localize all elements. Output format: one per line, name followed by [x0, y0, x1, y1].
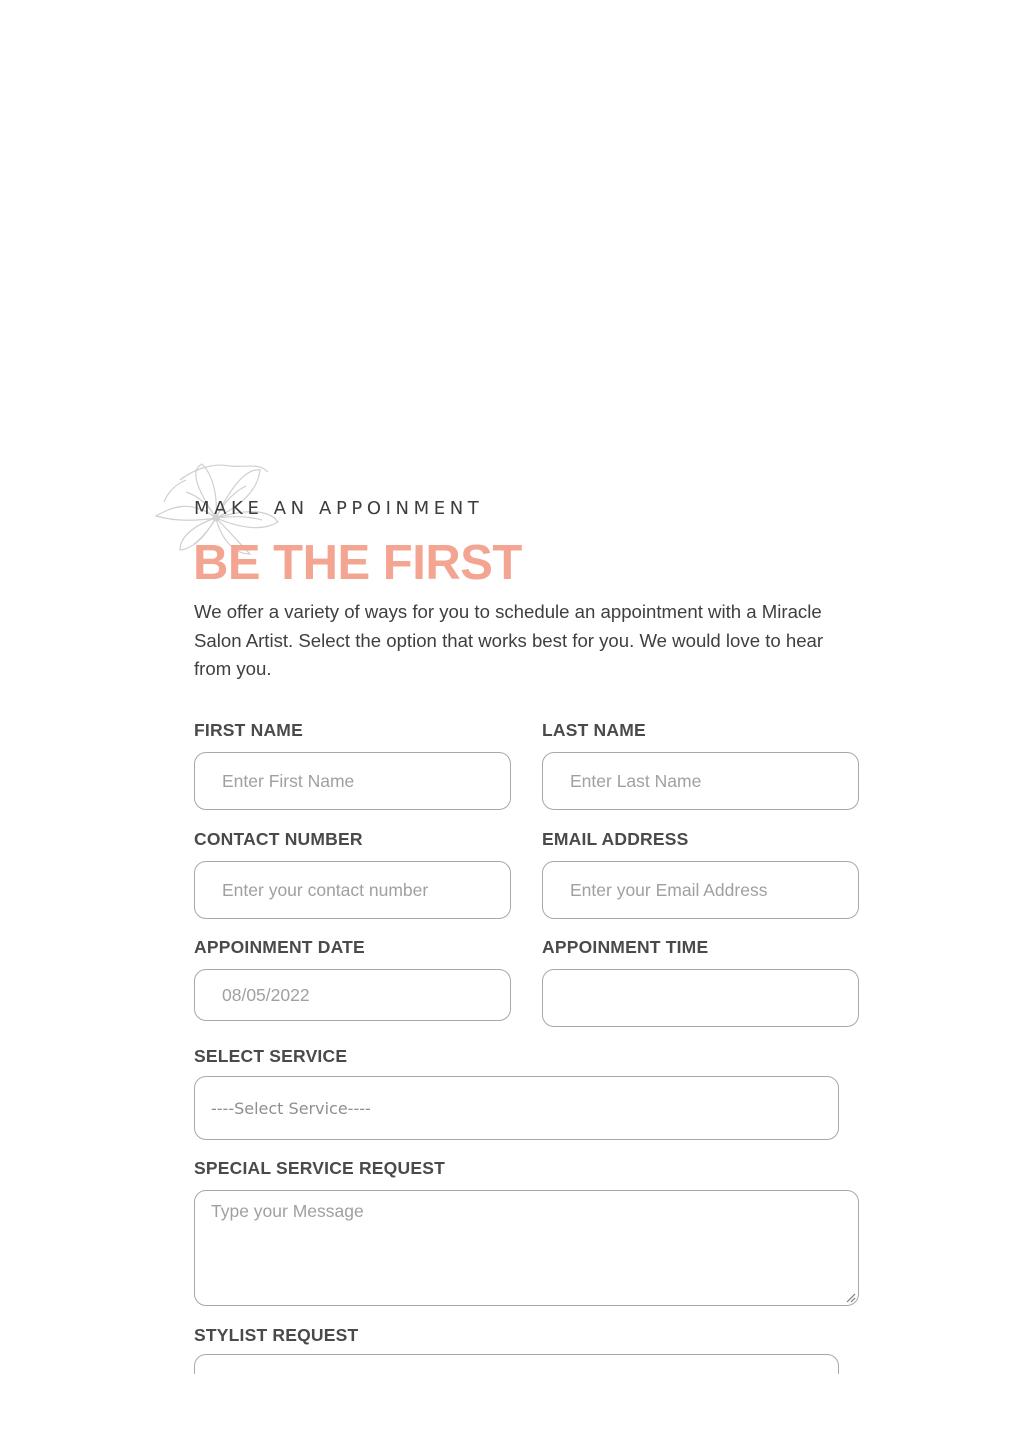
stylist-request-label: STYLIST REQUEST	[194, 1325, 359, 1345]
email-address-input[interactable]	[542, 861, 859, 919]
viewport-bottom-mask	[0, 1374, 1024, 1449]
last-name-input[interactable]	[542, 752, 859, 810]
email-address-placeholder: Enter your Email Address	[570, 879, 768, 900]
appointment-time-label: APPOINMENT TIME	[542, 937, 709, 957]
service-select-value: ----Select Service----	[211, 1098, 371, 1118]
last-name-label: LAST NAME	[542, 720, 646, 740]
contact-number-placeholder: Enter your contact number	[222, 879, 429, 900]
contact-number-label: CONTACT NUMBER	[194, 829, 363, 849]
resize-grip-icon[interactable]	[846, 1293, 856, 1303]
intro-text: We offer a variety of ways for you to schedule an appointment with a Miracle Salon Artist. Select the option that works best for you. We would love to hear from you.	[194, 601, 824, 679]
contact-number-input[interactable]	[194, 861, 511, 919]
first-name-placeholder: Enter First Name	[222, 770, 355, 791]
last-name-placeholder: Enter Last Name	[570, 770, 702, 791]
appointment-date-label: APPOINMENT DATE	[194, 937, 365, 957]
first-name-label: FIRST NAME	[194, 720, 303, 740]
first-name-input[interactable]	[194, 752, 511, 810]
select-service-label: SELECT SERVICE	[194, 1046, 348, 1066]
email-address-label: EMAIL ADDRESS	[542, 829, 689, 849]
service-select[interactable]	[194, 1076, 839, 1140]
special-request-label: SPECIAL SERVICE REQUEST	[194, 1158, 445, 1178]
page-title: BE THE FIRST	[193, 536, 522, 590]
special-request-textarea[interactable]	[194, 1190, 859, 1306]
special-request-placeholder: Type your Message	[211, 1201, 364, 1221]
appointment-time-input[interactable]	[542, 969, 859, 1027]
appointment-date-input[interactable]	[194, 969, 511, 1021]
section-eyebrow: MAKE AN APPOINMENT	[194, 498, 484, 519]
appointment-date-value: 08/05/2022	[222, 984, 310, 1005]
